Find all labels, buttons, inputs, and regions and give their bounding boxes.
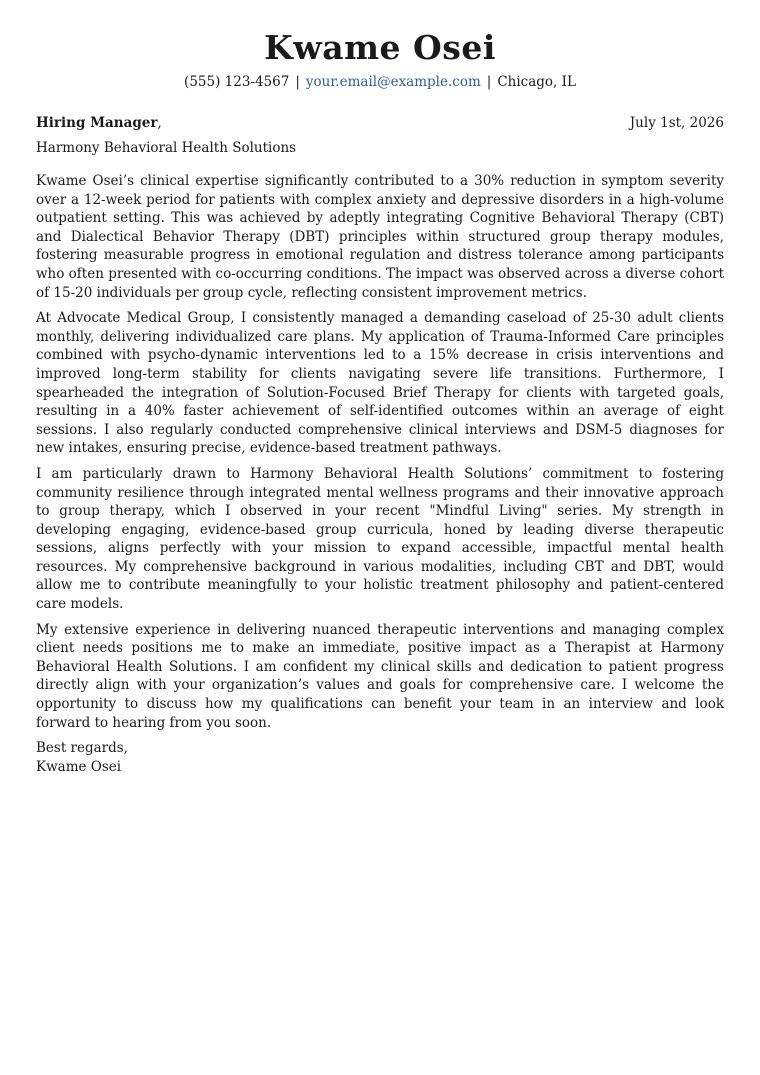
phone-number: (555) 123-4567	[184, 74, 290, 90]
location: Chicago, IL	[497, 74, 576, 90]
letter-body	[36, 172, 724, 732]
closing-block	[36, 739, 724, 776]
contact-separator: |	[295, 74, 300, 90]
body-paragraph: My extensive experience in delivering nuanced therapeutic interventions and managing complex client needs positions me to make an immediate, positive impact as a Therapist at Harmony Behavioral Health Solutions. I am confident my clinical skills and dedication to patient progress directly align with your organization’s values and goals for comprehensive care. I welcome the opportunity to discuss how my qualifications can benefit your team in an interview and look forward to hearing from you soon.	[36, 621, 724, 731]
recipient-company: Harmony Behavioral Health Solutions	[36, 140, 297, 156]
applicant-name: Kwame Osei	[264, 28, 496, 67]
email-link[interactable]: your.email@example.com	[305, 74, 481, 90]
contact-separator: |	[486, 74, 492, 90]
body-paragraph: Kwame Osei’s clinical expertise significantly contributed to a 30% reduction in symptom severity over a 12-week period for patients with complex anxiety and depressive disorders in a high-volume outpatient setting. This was achieved by adeptly integrating Cognitive Behavioral Therapy (CBT) and Dialectical Behavior Therapy (DBT) principles within structured group therapy modules, fostering measurable progress in emotional regulation and distress tolerance among participants who often presented with co-occurring conditions. The impact was observed across a diverse cohort of 15-20 individuals per group cycle, reflecting consistent improvement metrics.	[36, 173, 724, 301]
closing-salutation: Best regards,	[36, 740, 129, 757]
recipient-date-row	[36, 114, 724, 132]
contact-line	[36, 72, 724, 92]
closing-signature: Kwame Osei	[36, 758, 122, 775]
recipient-line	[36, 114, 162, 132]
body-paragraph: At Advocate Medical Group, I consistently managed a demanding caseload of 25-30 adult clients monthly, delivering individualized care plans. My application of Trauma-Informed Care principles combined with psycho-dynamic interventions led to a 15% decrease in crisis interventions and improved long-term stability for clients navigating severe life transitions. Furthermore, I spearheaded the integration of Solution-Focused Brief Therapy for clients with targeted goals, resulting in a 40% faster achievement of self-identified outcomes within an average of eight sessions. I also regularly conducted comprehensive clinical interviews and DSM-5 diagnoses for new intakes, ensuring precise, evidence-based treatment pathways.	[36, 310, 724, 457]
recipient-title-suffix: ,	[157, 115, 162, 131]
body-paragraph: I am particularly drawn to Harmony Behavioral Health Solutions’ commitment to fostering community resilience through integrated mental wellness programs and their innovative approach to group therapy, which I observed in your recent "Mindful Living" series. My strength in developing engaging, evidence-based group curricula, honed by leading diverse therapeutic sessions, aligns perfectly with your mission to expand accessible, impactful mental health resources. My comprehensive background in various modalities, including CBT and DBT, would allow me to contribute meaningfully to your holistic treatment philosophy and patient-centered care models.	[36, 465, 724, 613]
recipient-title: Hiring Manager	[36, 115, 158, 131]
letter-date: July 1st, 2026	[629, 115, 724, 131]
